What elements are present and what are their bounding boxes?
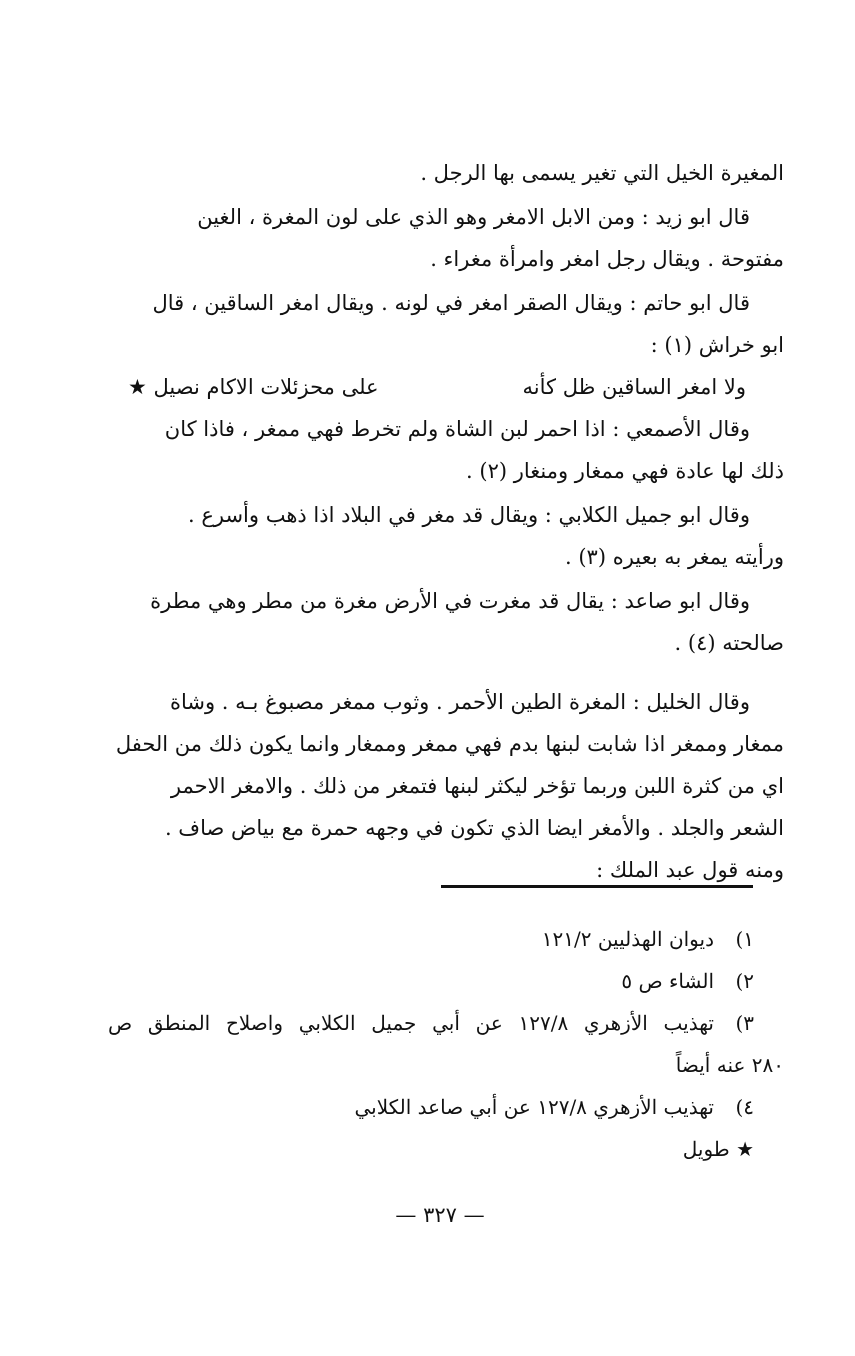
footnote-number: ٢) xyxy=(735,969,754,993)
page-number: — ٣٢٧ — xyxy=(395,1203,485,1227)
text-line: وقال ابو صاعد : يقال قد مغرت في الأرض مغرة من مطر وهي مطرة xyxy=(150,589,750,613)
text-line: ممغار وممغر اذا شابت لبنها بدم فهي ممغر وممغار وانما يكون ذلك من الحفل xyxy=(115,732,784,756)
text-line: وقال الخليل : المغرة الطين الأحمر . وثوب ممغر مصبوغ بـه . وشاة xyxy=(169,690,750,714)
footnote-number: ٣) xyxy=(735,1011,754,1035)
text-line: ورأيته يمغر به بعيره (٣) . xyxy=(565,545,784,569)
footnote xyxy=(108,918,784,960)
footnote-number: ١) xyxy=(735,927,754,951)
footnote-continuation: ٢٨٠ عنه أيضاً xyxy=(675,1053,784,1077)
text-line: ذلك لها عادة فهي ممغار ومنغار (٢) . xyxy=(466,459,784,483)
verse-hemistich-1: ولا امغر الساقين ظل كأنه xyxy=(522,375,746,399)
footnotes xyxy=(108,918,784,1170)
footnote xyxy=(108,1002,784,1086)
text-line: مفتوحة . ويقال رجل امغر وامرأة مغراء . xyxy=(430,247,784,271)
meter-note: ★ طويل xyxy=(682,1137,754,1161)
text-line: قال ابو حاتم : ويقال الصقر امغر في لونه . ويقال امغر الساقين ، قال xyxy=(152,291,750,315)
footnote-separator xyxy=(441,885,753,888)
footnote xyxy=(108,1086,784,1128)
footnote xyxy=(108,960,784,1002)
main-text xyxy=(108,152,784,891)
footnote-text: ديوان الهذليين ١٢١/٢ xyxy=(541,927,714,951)
footnote-text: تهذيب الأزهري ١٢٧/٨ عن أبي صاعد الكلابي xyxy=(354,1095,714,1119)
verse-hemistich-2: على محزئلات الاكام نصيل ★ xyxy=(128,375,379,399)
text-line: الشعر والجلد . والأمغر ايضا الذي تكون في وجهه حمرة مع بياض صاف . xyxy=(164,816,784,840)
text-line: قال ابو زيد : ومن الابل الامغر وهو الذي على لون المغرة ، الغين xyxy=(197,205,750,229)
text-line: ومنه قول عبد الملك : xyxy=(596,858,784,882)
footnote-number: ٤) xyxy=(735,1095,754,1119)
text-line: وقال الأصمعي : اذا احمر لبن الشاة ولم تخرط فهي ممغر ، فاذا كان xyxy=(164,417,750,441)
text-line: اي من كثرة اللبن وربما تؤخر ليكثر لبنها فتمغر من ذلك . والامغر الاحمر xyxy=(170,774,784,798)
poetry-verse xyxy=(108,366,784,408)
footnote-text: تهذيب الأزهري ١٢٧/٨ عن أبي جميل الكلابي واصلاح المنطق ص xyxy=(108,1011,714,1035)
text-line: وقال ابو جميل الكلابي : ويقال قد مغر في البلاد اذا ذهب وأسرع . xyxy=(187,503,750,527)
text-line: المغيرة الخيل التي تغير يسمى بها الرجل . xyxy=(420,161,784,185)
text-line: ابو خراش (١) : xyxy=(650,333,784,357)
footnote-text: الشاء ص ٥ xyxy=(621,969,714,993)
text-line: صالحته (٤) . xyxy=(674,631,784,655)
